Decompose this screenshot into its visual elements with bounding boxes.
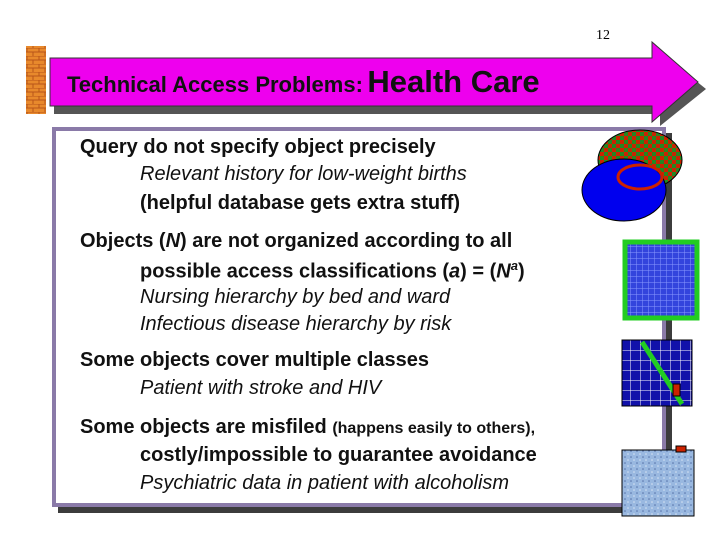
sub-access-classifications	[140, 258, 525, 284]
text-frag: Some objects are misfiled	[80, 416, 327, 438]
page-title	[67, 64, 540, 100]
bullet-query: Query do not specify object precisely	[80, 136, 436, 158]
text-frag-N: N	[165, 230, 181, 252]
brick-wall-icon	[26, 46, 46, 114]
text-frag-N: N	[496, 260, 511, 283]
sub-costly: costly/impossible to guarantee avoidance	[140, 444, 537, 466]
text-frag-sup-a: a	[510, 258, 518, 273]
sub-nursing-hierarchy: Nursing hierarchy by bed and ward	[140, 286, 451, 308]
sub-helpful-database: (helpful database gets extra stuff)	[140, 192, 461, 214]
sub-patient-stroke: Patient with stroke and HIV	[140, 377, 382, 399]
bullet-objects	[80, 230, 512, 253]
bullet-multiple-classes: Some objects cover multiple classes	[80, 349, 430, 371]
text-frag: Objects (	[80, 230, 166, 252]
text-frag: possible access classifications (	[140, 260, 450, 283]
title-prefix: Technical Access Problems:	[67, 72, 363, 97]
bullet-misfiled	[80, 416, 535, 439]
page-number: 12	[596, 28, 610, 43]
sub-psychiatric-data: Psychiatric data in patient with alcoholism	[140, 472, 510, 494]
text-frag: )	[517, 260, 525, 283]
sub-relevant-history: Relevant history for low-weight births	[140, 163, 467, 185]
sub-infectious-disease: Infectious disease hierarchy by risk	[140, 313, 452, 335]
text-frag: ) = (	[460, 260, 497, 283]
text-frag-a: a	[449, 260, 461, 283]
text-frag: ) are not organized according to all	[180, 230, 513, 252]
title-main: Health Care	[367, 64, 540, 99]
text-frag-small: (happens easily to others),	[332, 420, 536, 437]
